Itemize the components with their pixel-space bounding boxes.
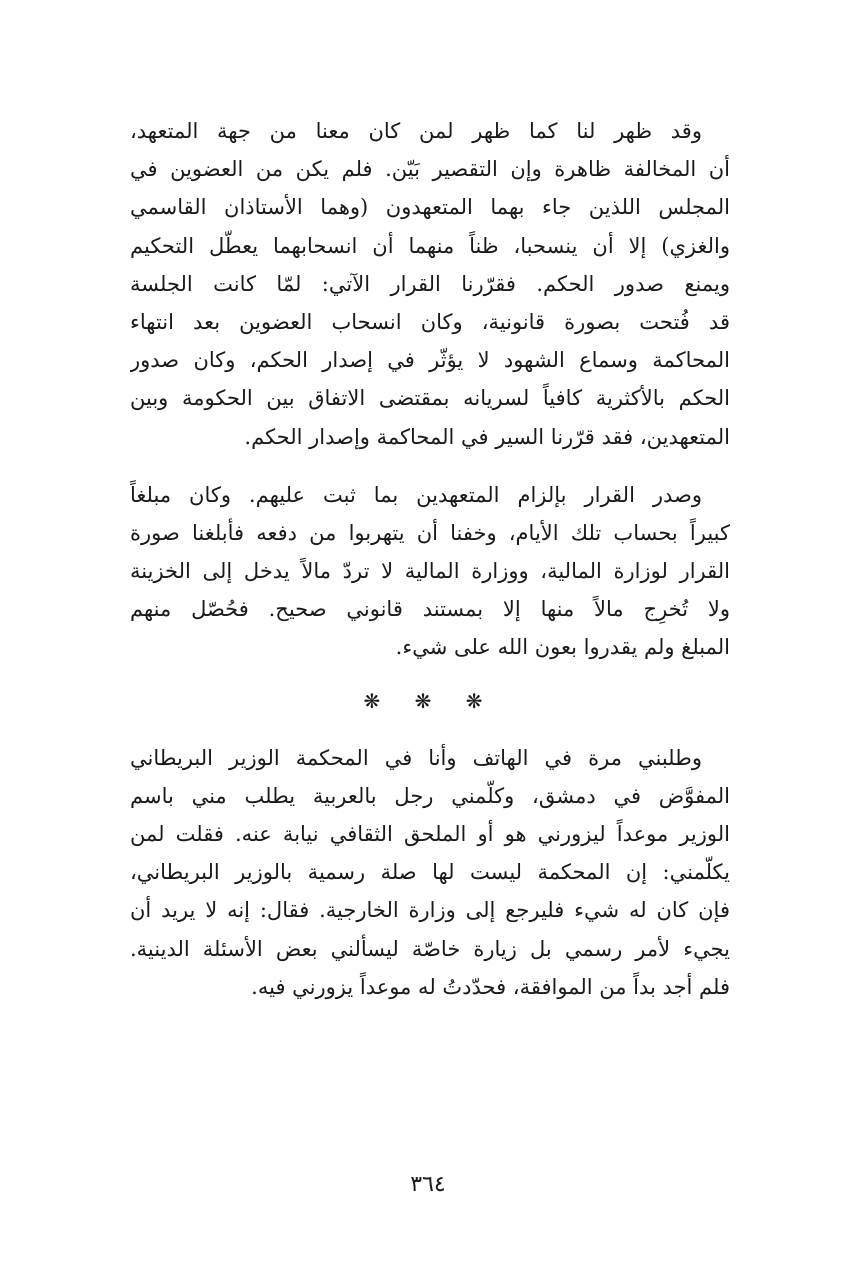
text-line: المحاكمة وسماع الشهود لا يؤثّر في إصدار الحكم، وكان صدور xyxy=(130,348,730,373)
paragraph-gap xyxy=(130,456,730,476)
text-line: الحكم بالأكثرية كافياً لسريانه بمقتضى الاتفاق بين الحكومة وبين xyxy=(130,386,730,411)
text-line: ويمنع صدور الحكم. فقرّرنا القرار الآتي: لمّا كانت الجلسة xyxy=(130,271,730,296)
text-line: المفوَّض في دمشق، وكلّمني رجل بالعربية يطلب مني باسم xyxy=(130,783,730,808)
text-line: المتعهدين، فقد قرّرنا السير في المحاكمة وإصدار الحكم. xyxy=(244,424,730,449)
text-line: القرار لوزارة المالية، ووزارة المالية لا تردّ مالاً يدخل إلى الخزينة xyxy=(130,559,730,584)
page-body xyxy=(130,112,730,1006)
text-line: يجيء لأمر رسمي بل زيارة خاصّة ليسألني بعض الأسئلة الدينية. xyxy=(130,936,730,961)
text-line: وقد ظهر لنا كما ظهر لمن كان معنا من جهة المتعهد، xyxy=(130,119,702,143)
page-number: ٣٦٤ xyxy=(410,1172,446,1197)
text-line: المبلغ ولم يقدروا بعون الله على شيء. xyxy=(395,635,730,660)
text-line: ولا تُخرِج مالاً منها إلا بمستند قانوني صحيح. فحُصّل منهم xyxy=(130,597,730,622)
section-separator: ❋ ❋ ❋ xyxy=(363,688,497,713)
text-line: كبيراً بحساب تلك الأيام، وخفنا أن يتهربوا من دفعه فأبلغنا صورة xyxy=(130,520,730,545)
text-line: وطلبني مرة في الهاتف وأنا في المحكمة الوزير البريطاني xyxy=(130,745,702,770)
text-line: فإن كان له شيء فليرجع إلى وزارة الخارجية. فقال: إنه لا يريد أن xyxy=(130,898,730,923)
text-line: الوزير موعداً ليزورني هو أو الملحق الثقافي نيابة عنه. فقلت لمن xyxy=(130,822,730,846)
text-line: يكلّمني: إن المحكمة ليست لها صلة رسمية بالوزير البريطاني، xyxy=(130,860,730,885)
text-line: المجلس اللذين جاء بهما المتعهدون (وهما الأستاذان القاسمي xyxy=(130,195,730,220)
paragraph-1 xyxy=(130,112,730,456)
text-line: أن المخالفة ظاهرة وإن التقصير بَيّن. فلم يكن من العضوين في xyxy=(130,157,730,182)
text-line: والغزي) إلا أن ينسحبا، ظناً منهما أن انسحابهما يعطّل التحكيم xyxy=(130,233,730,258)
paragraph-2 xyxy=(130,476,730,667)
text-line: فلم أجد بداً من الموافقة، فحدّدتُ له موعداً يزورني فيه. xyxy=(251,974,730,999)
paragraph-3 xyxy=(130,739,730,1006)
text-line: قد فُتحت بصورة قانونية، وكان انسحاب العضوين بعد انتهاء xyxy=(130,309,730,334)
text-line: وصدر القرار بإلزام المتعهدين بما ثبت عليهم. وكان مبلغاً xyxy=(130,482,702,507)
